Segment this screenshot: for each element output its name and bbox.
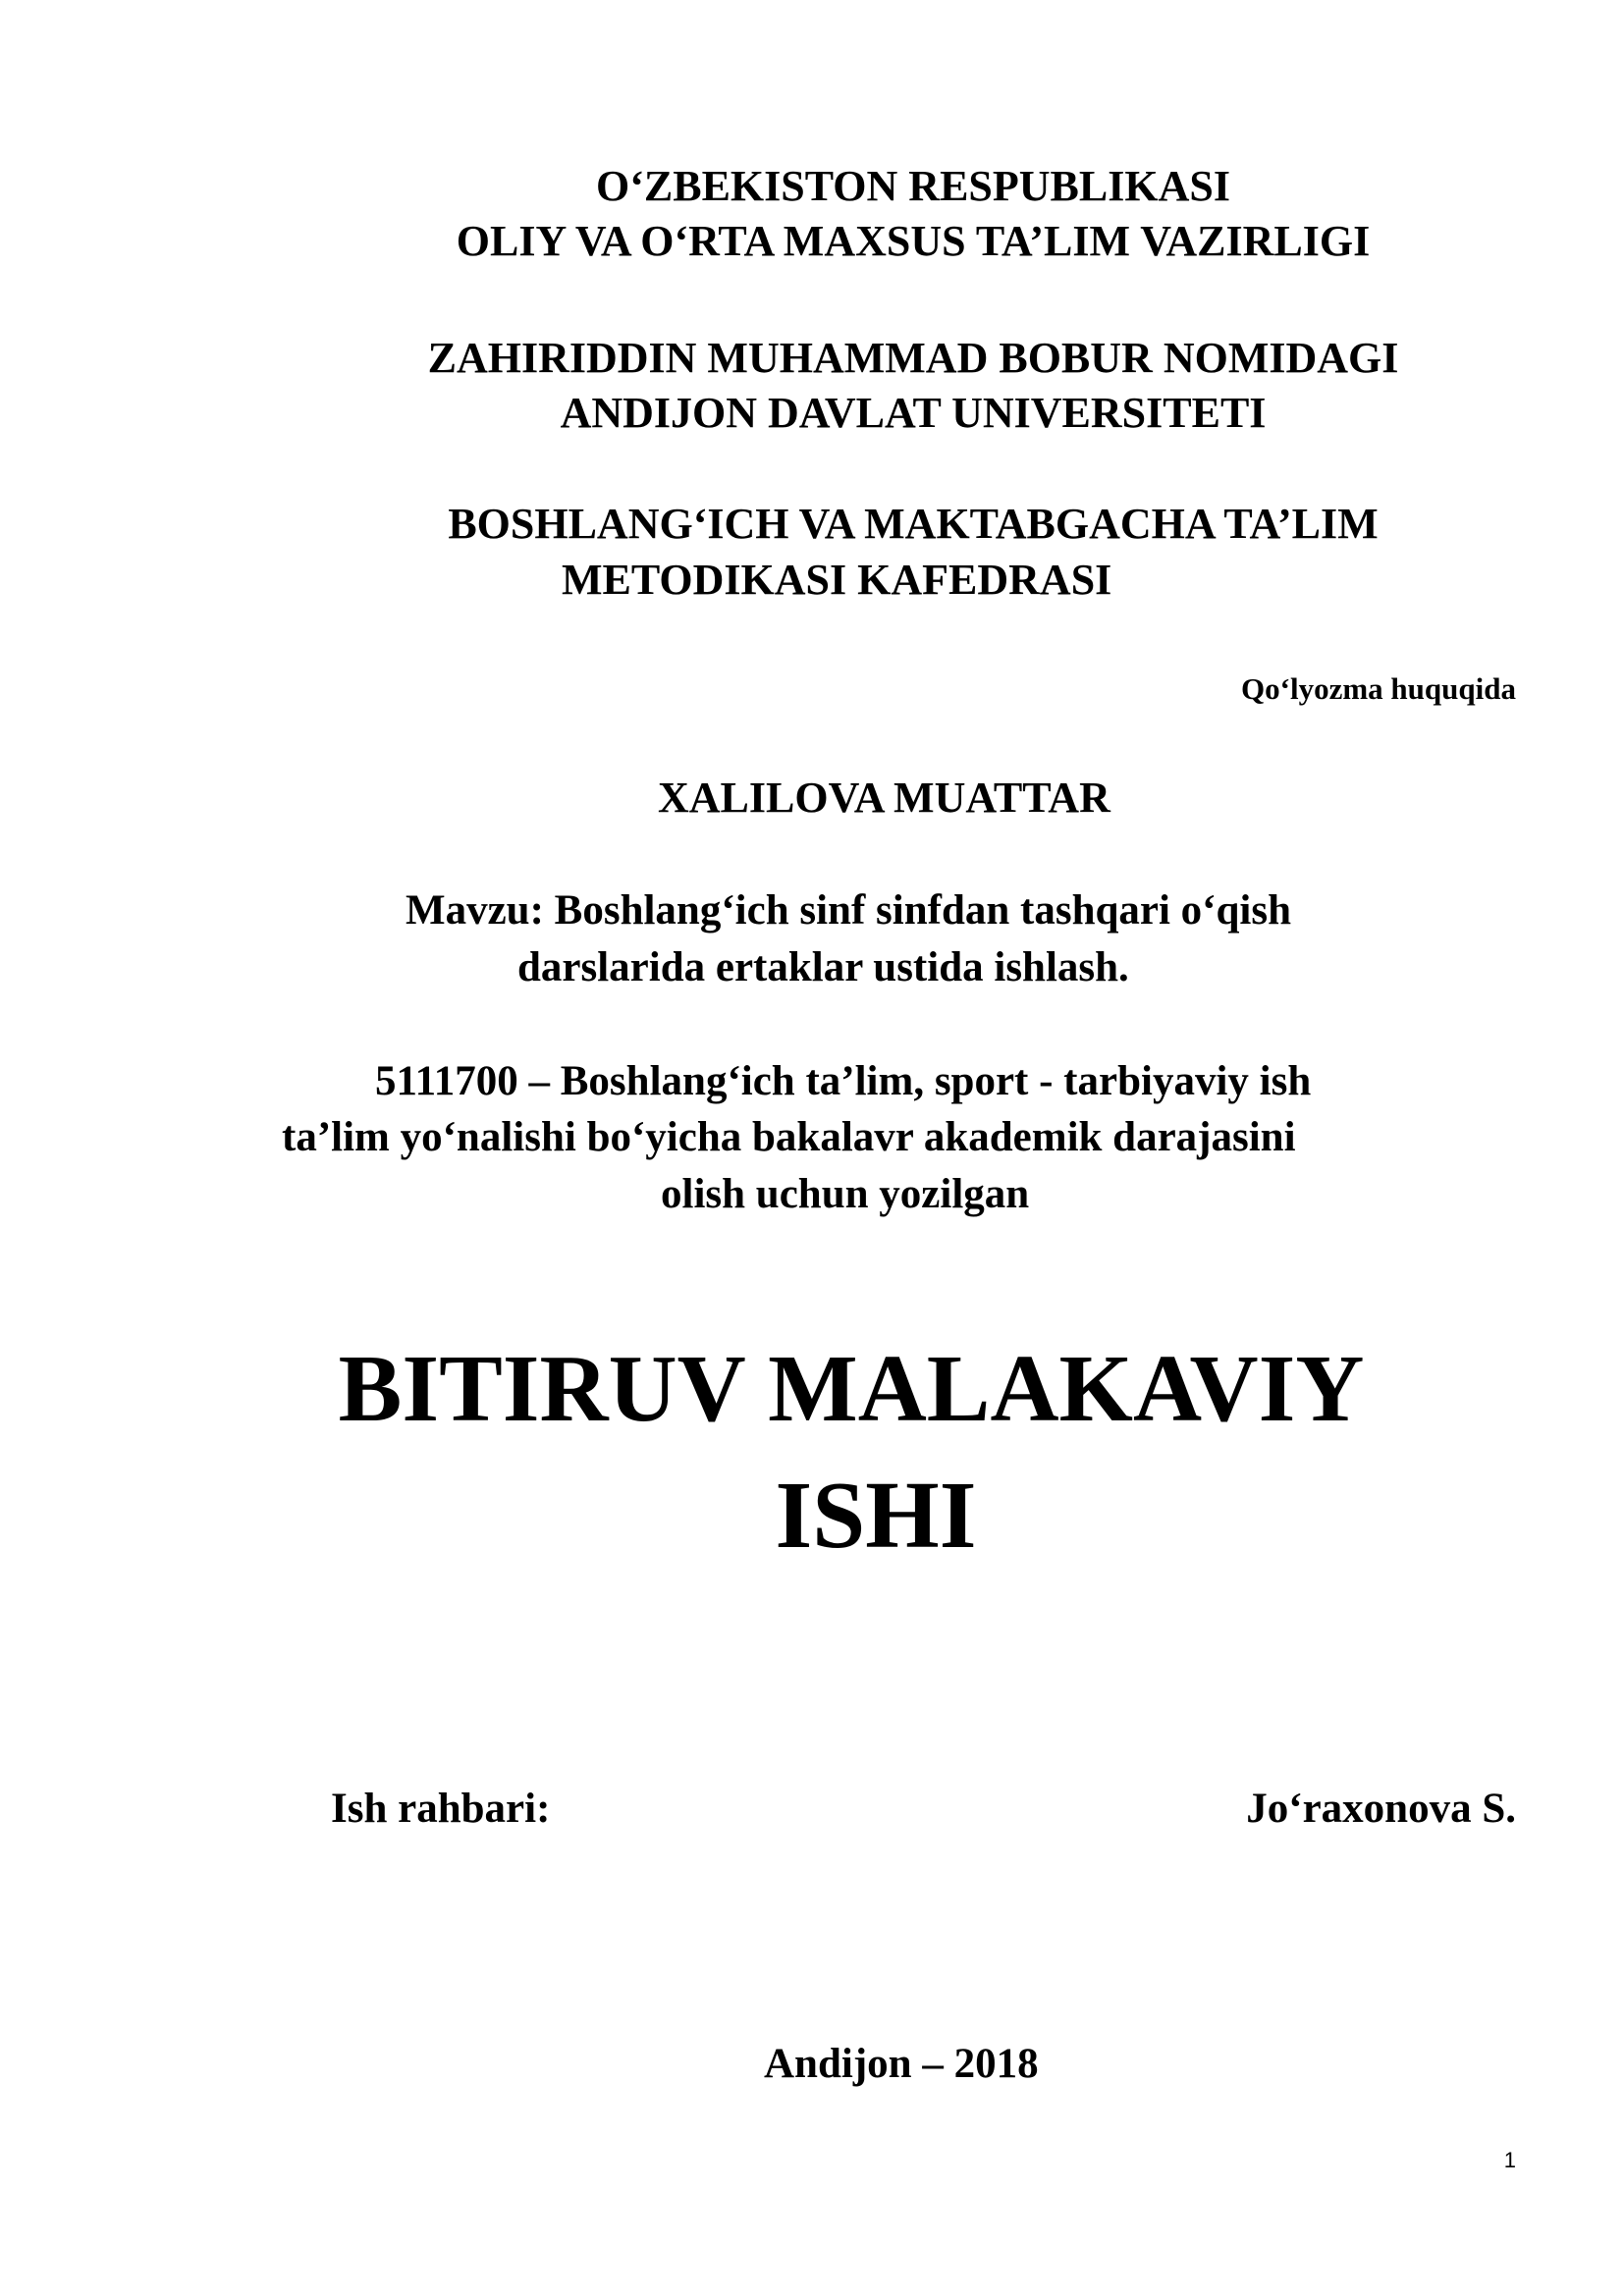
work-title-line2: ISHI xyxy=(775,1463,977,1568)
department-heading-line2: METODIKASI KAFEDRASI xyxy=(562,556,1112,604)
country-heading: O‘ZBEKISTON RESPUBLIKASI xyxy=(596,162,1230,210)
manuscript-note: Qo‘lyozma huquqida xyxy=(1241,671,1516,706)
supervisor-name: Jo‘raxonova S. xyxy=(1246,1786,1516,1832)
specialty-line2: ta’lim yo‘nalishi bo‘yicha bakalavr akademik darajasini xyxy=(282,1114,1296,1160)
topic-line2: darslarida ertaklar ustida ishlash. xyxy=(517,944,1129,990)
department-heading-line1: BOSHLANG‘ICH VA MAKTABGACHA TA’LIM xyxy=(448,500,1379,548)
place-year: Andijon – 2018 xyxy=(764,2041,1039,2087)
specialty-line3: olish uchun yozilgan xyxy=(661,1171,1030,1217)
university-heading-line2: ANDIJON DAVLAT UNIVERSITETI xyxy=(560,389,1267,437)
work-title-line1: BITIRUV MALAKAVIY xyxy=(338,1336,1365,1441)
supervisor-label: Ish rahbari: xyxy=(331,1786,551,1832)
author-name: XALILOVA MUATTAR xyxy=(658,774,1110,822)
topic-line1: Mavzu: Boshlang‘ich sinf sinfdan tashqari o‘qish xyxy=(406,887,1292,934)
specialty-line1: 5111700 – Boshlang‘ich ta’lim, sport - tarbiyaviy ish xyxy=(375,1058,1312,1104)
university-heading-line1: ZAHIRIDDIN MUHAMMAD BOBUR NOMIDAGI xyxy=(427,334,1399,382)
ministry-heading: OLIY VA O‘RTA MAXSUS TA’LIM VAZIRLIGI xyxy=(456,217,1371,265)
page-number: 1 xyxy=(1503,2148,1516,2172)
